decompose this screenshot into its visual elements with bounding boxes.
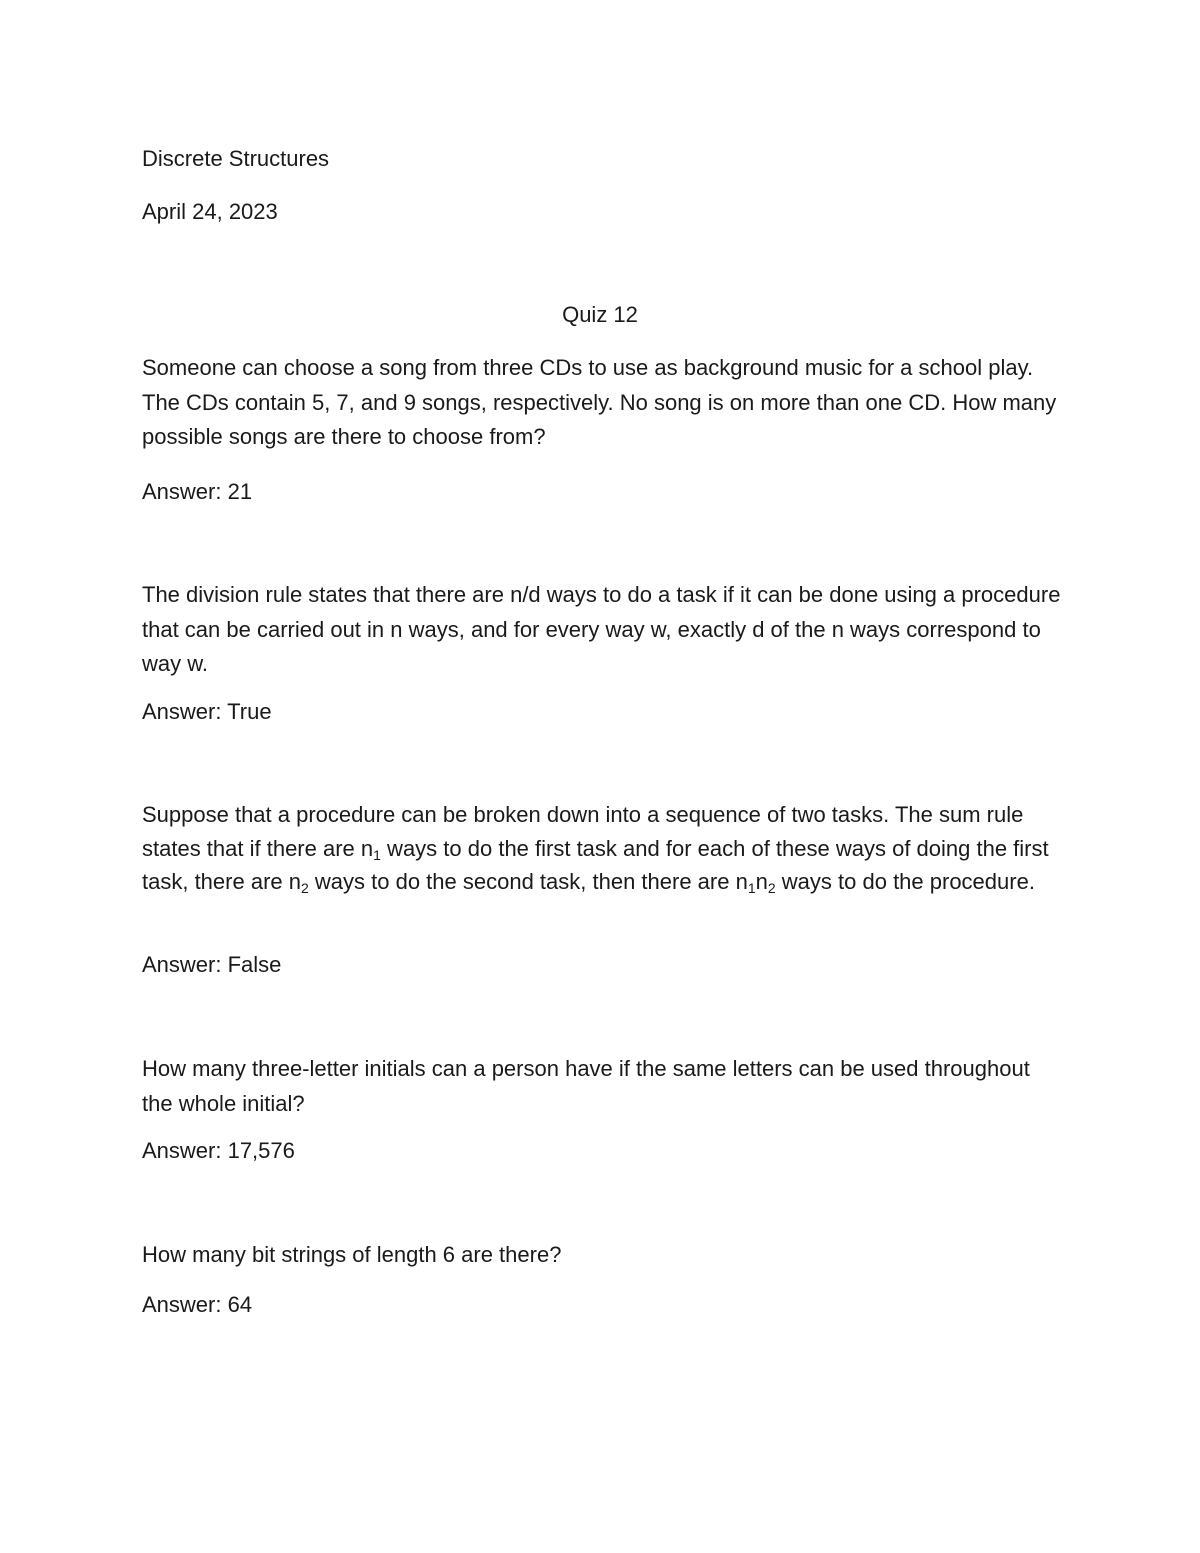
subscript: 1 — [373, 846, 381, 863]
question-3-text — [142, 798, 1062, 899]
quiz-date: April 24, 2023 — [142, 199, 278, 224]
question-3-text-part: ways to do the first task and for each of these ways of doing the first task, there are n — [142, 835, 1049, 894]
subscript: 2 — [767, 880, 776, 896]
question-3-text-part: ways to do the procedure. — [775, 869, 1035, 894]
question-3-answer: Answer: False — [142, 952, 282, 977]
question-4-answer: Answer: 17,576 — [142, 1138, 295, 1163]
subscript: 1 — [747, 880, 756, 896]
quiz-title: Quiz 12 — [562, 302, 638, 327]
question-5-answer: Answer: 64 — [142, 1292, 253, 1317]
course-name: Discrete Structures — [142, 146, 330, 171]
question-2-text: The division rule states that there are n/d ways to do a task if it can be done using a procedure that can be carried out in n ways, and for every way w, exactly d of the n ways correspond to way w. — [142, 582, 1061, 676]
question-1-text: Someone can choose a song from three CDs to use as background music for a school play. The CDs contain 5, 7, and 9 songs, respectively. No song is on more than one CD. How many possible songs are there to choose from? — [142, 355, 1057, 449]
question-3-text-part: Suppose that a procedure can be broken down into a sequence of two tasks. The sum rule states that if there are n — [142, 802, 1024, 861]
question-5-text: How many bit strings of length 6 are there? — [142, 1242, 562, 1267]
question-4-text: How many three-letter initials can a person have if the same letters can be used throughout the whole initial? — [142, 1056, 1030, 1116]
question-2-answer: Answer: True — [142, 699, 272, 724]
question-3-text-part: n — [755, 869, 768, 894]
question-1-answer: Answer: 21 — [142, 479, 253, 504]
question-3-text-part: ways to do the second task, then there are n — [308, 869, 748, 894]
subscript: 2 — [300, 880, 309, 896]
